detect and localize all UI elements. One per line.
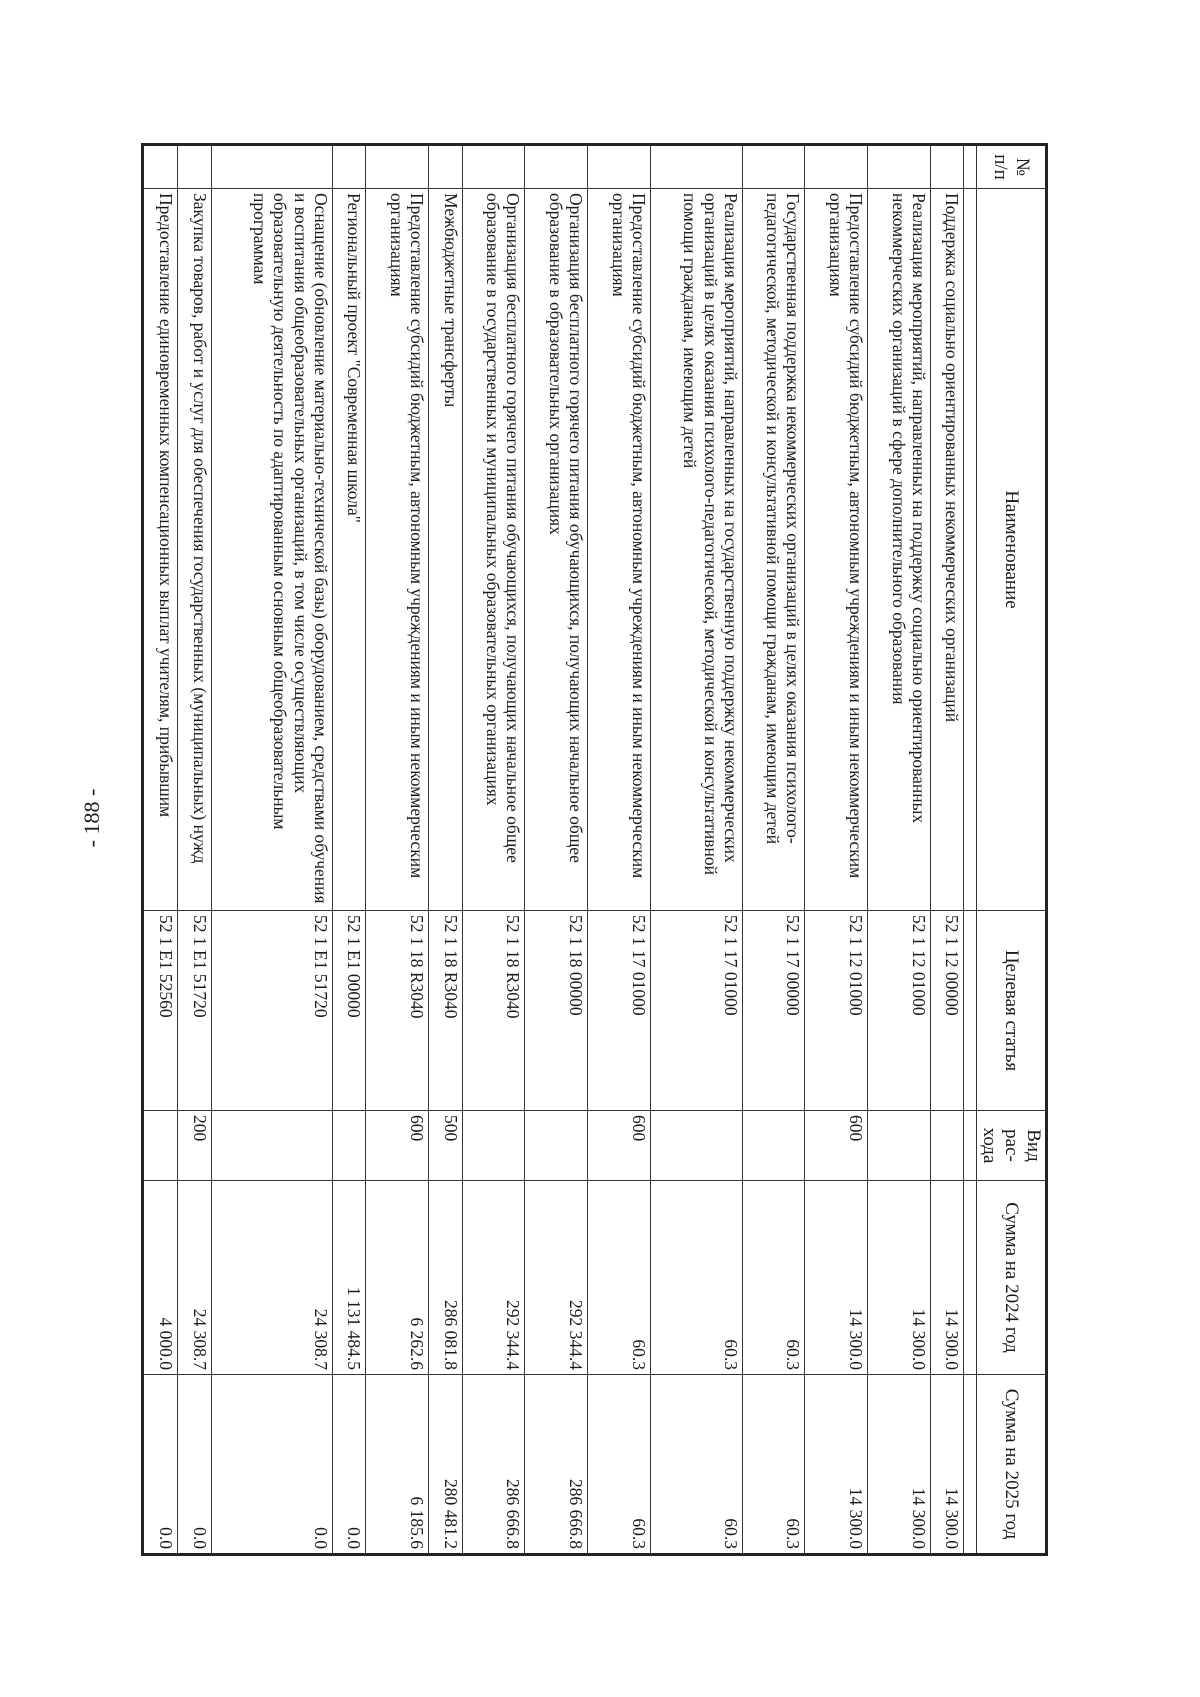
table-row (525, 145, 588, 1555)
row-target: 52 1 18 R3040 (462, 911, 525, 1111)
row-name: Предоставление единовременных компенсационных выплат учителям, прибывшим (143, 189, 178, 911)
table-row (588, 145, 651, 1555)
row-name: Поддержка социально ориентированных некоммерческих организаций (930, 189, 964, 911)
row-kind: 600 (366, 1111, 429, 1181)
table-row (930, 145, 964, 1555)
row-kind (143, 1111, 178, 1181)
table-row (366, 145, 429, 1555)
header-target: Целевая статья (977, 911, 1047, 1111)
header-sum-2024: Сумма на 2024 год (977, 1181, 1047, 1375)
table-row (332, 145, 366, 1555)
page-number: - 188 - (79, 788, 104, 848)
rotated-table-wrapper (141, 143, 1048, 1553)
row-target: 52 1 17 01000 (650, 911, 742, 1111)
row-no (462, 145, 525, 189)
row-no (366, 145, 429, 189)
row-kind: 600 (805, 1111, 868, 1181)
row-sum-2024: 4 000.0 (143, 1181, 178, 1375)
table-row (211, 145, 332, 1555)
row-no (211, 145, 332, 189)
row-kind (868, 1111, 931, 1181)
row-sum-2024: 14 300.0 (868, 1181, 931, 1375)
spacer-row (964, 145, 977, 1555)
row-sum-2025: 60.3 (650, 1375, 742, 1555)
table-row (650, 145, 742, 1555)
header-sum-2025: Сумма на 2025 год (977, 1375, 1047, 1555)
row-no (178, 145, 212, 189)
header-kind: Вид рас- хода (977, 1111, 1047, 1181)
row-sum-2025: 286 666.8 (525, 1375, 588, 1555)
row-sum-2025: 0.0 (332, 1375, 366, 1555)
row-no (525, 145, 588, 189)
header-no: № п/п (977, 145, 1047, 189)
row-sum-2024: 292 344.4 (462, 1181, 525, 1375)
row-no (588, 145, 651, 189)
row-target: 52 1 E1 00000 (332, 911, 366, 1111)
row-name: Предоставление субсидий бюджетным, автономным учреждениям и иным некоммерческим организациям (366, 189, 429, 911)
row-kind (650, 1111, 742, 1181)
row-kind (462, 1111, 525, 1181)
row-sum-2024: 1 131 484.5 (332, 1181, 366, 1375)
row-kind: 600 (588, 1111, 651, 1181)
table-row (143, 145, 178, 1555)
row-sum-2025: 0.0 (211, 1375, 332, 1555)
table-row (742, 145, 805, 1555)
row-sum-2025: 6 185.6 (366, 1375, 429, 1555)
row-sum-2025: 0.0 (143, 1375, 178, 1555)
row-target: 52 1 18 R3040 (429, 911, 463, 1111)
row-kind (332, 1111, 366, 1181)
row-no (429, 145, 463, 189)
row-sum-2025: 14 300.0 (930, 1375, 964, 1555)
row-target: 52 1 18 00000 (525, 911, 588, 1111)
row-name: Закупка товаров, работ и услуг для обеспечения государственных (муниципальных) нужд (178, 189, 212, 911)
row-sum-2024: 60.3 (742, 1181, 805, 1375)
row-name: Предоставление субсидий бюджетным, автономным учреждениям и иным некоммерческим организациям (805, 189, 868, 911)
row-no (868, 145, 931, 189)
row-kind: 200 (178, 1111, 212, 1181)
row-target: 52 1 E1 51720 (178, 911, 212, 1111)
row-target: 52 1 E1 52560 (143, 911, 178, 1111)
row-sum-2024: 6 262.6 (366, 1181, 429, 1375)
row-name: Организация бесплатного горячего питания обучающихся, получающих начальное общее образование в государственных и муниципальных образовательных организациях (462, 189, 525, 911)
row-name: Межбюджетные трансферты (429, 189, 463, 911)
table-row (868, 145, 931, 1555)
row-sum-2024: 292 344.4 (525, 1181, 588, 1375)
row-kind: 500 (429, 1111, 463, 1181)
row-target: 52 1 12 00000 (930, 911, 964, 1111)
budget-table (141, 143, 1048, 1556)
row-no (742, 145, 805, 189)
row-no (805, 145, 868, 189)
row-target: 52 1 12 01000 (868, 911, 931, 1111)
row-target: 52 1 17 01000 (588, 911, 651, 1111)
row-name: Государственная поддержка некоммерческих организаций в целях оказания психолого-педагогической, методической и консультативной помощи гражданам, имеющим детей (742, 189, 805, 911)
row-no (650, 145, 742, 189)
row-target: 52 1 17 00000 (742, 911, 805, 1111)
row-sum-2025: 286 666.8 (462, 1375, 525, 1555)
row-sum-2025: 14 300.0 (868, 1375, 931, 1555)
row-sum-2024: 60.3 (588, 1181, 651, 1375)
table-row (178, 145, 212, 1555)
row-no (143, 145, 178, 189)
row-sum-2024: 60.3 (650, 1181, 742, 1375)
table-row (429, 145, 463, 1555)
row-name: Реализация мероприятий, направленных на поддержку социально ориентированных некоммерческих организаций в сфере дополнительного образования (868, 189, 931, 911)
row-sum-2025: 0.0 (178, 1375, 212, 1555)
row-target: 52 1 E1 51720 (211, 911, 332, 1111)
row-name: Организация бесплатного горячего питания обучающихся, получающих начальное общее образование в образовательных организациях (525, 189, 588, 911)
row-kind (211, 1111, 332, 1181)
row-sum-2025: 280 481.2 (429, 1375, 463, 1555)
row-sum-2025: 60.3 (742, 1375, 805, 1555)
row-name: Оснащение (обновление материально-технической базы) оборудованием, средствами обучения и воспитания общеобразовательных организаций, в том числе осуществляющих образовательную деятельность по адаптированным основным общеобразовательным программам (211, 189, 332, 911)
row-sum-2025: 60.3 (588, 1375, 651, 1555)
row-no (332, 145, 366, 189)
row-target: 52 1 12 01000 (805, 911, 868, 1111)
table-row (462, 145, 525, 1555)
row-sum-2025: 14 300.0 (805, 1375, 868, 1555)
table-header-row (977, 145, 1047, 1555)
row-kind (930, 1111, 964, 1181)
row-name: Реализация мероприятий, направленных на государственную поддержку некоммерческих организаций в целях оказания психолого-педагогической, методической и консультативной помощи гражданам, имеющим детей (650, 189, 742, 911)
row-sum-2024: 14 300.0 (930, 1181, 964, 1375)
row-no (930, 145, 964, 189)
row-kind (525, 1111, 588, 1181)
table-row (805, 145, 868, 1555)
row-sum-2024: 24 308.7 (211, 1181, 332, 1375)
row-sum-2024: 24 308.7 (178, 1181, 212, 1375)
row-kind (742, 1111, 805, 1181)
row-sum-2024: 14 300.0 (805, 1181, 868, 1375)
row-target: 52 1 18 R3040 (366, 911, 429, 1111)
row-sum-2024: 286 081.8 (429, 1181, 463, 1375)
row-name: Предоставление субсидий бюджетным, автономным учреждениям и иным некоммерческим организациям (588, 189, 651, 911)
row-name: Региональный проект "Современная школа" (332, 189, 366, 911)
header-name: Наименование (977, 189, 1047, 911)
